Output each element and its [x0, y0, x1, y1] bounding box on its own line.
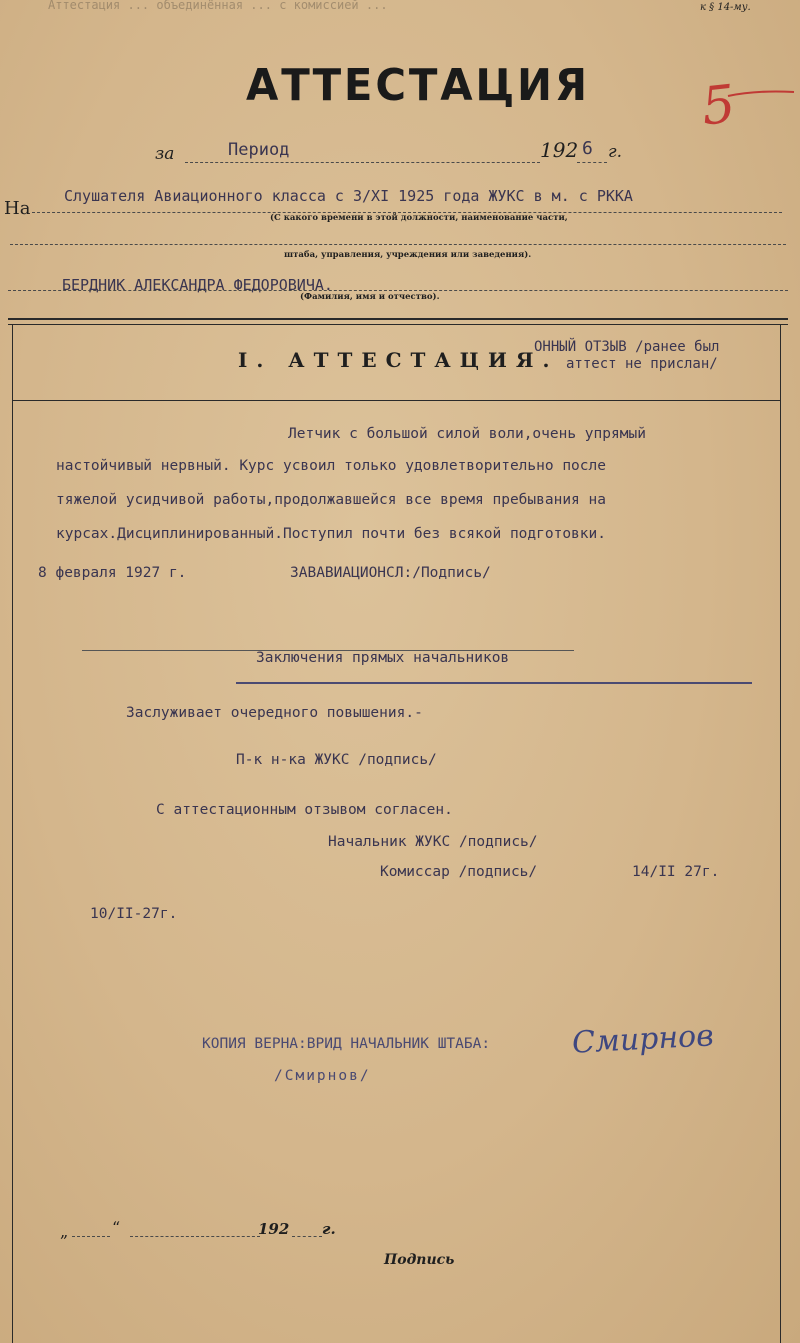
- margin-number: 5: [698, 74, 739, 138]
- review-line-3: тяжелой усидчивой работы,продолжавшейся все время пребывания на: [56, 492, 606, 508]
- period-underline: [185, 162, 540, 163]
- chief-signer: Начальник ЖУКС /подпись/: [328, 834, 538, 850]
- bottom-year-line: [292, 1236, 322, 1237]
- section-rule: [12, 400, 780, 401]
- bottom-caption: Подпись: [384, 1252, 455, 1268]
- section-title: I. АТТЕСТАЦИЯ.: [238, 348, 559, 372]
- review-signer: ЗАВАВИАЦИОНСЛ:/Подпись/: [290, 565, 491, 581]
- person-underline: [8, 290, 788, 291]
- period-prefix: за: [155, 144, 175, 164]
- margin-number-stroke: [726, 88, 796, 100]
- frame-right-rule: [780, 324, 781, 1343]
- period-value: Период: [228, 140, 290, 160]
- corner-note: к § 14-му.: [700, 2, 751, 13]
- conclusion-1: Заслуживает очередного повышения.-: [126, 705, 423, 721]
- conclusion-1-signer: П-к н-ка ЖУКС /подпись/: [236, 752, 437, 768]
- year-underline: [577, 162, 607, 163]
- bottom-year: 192: [258, 1220, 290, 1238]
- commissar-signer: Комиссар /подпись/: [380, 864, 538, 880]
- period-year-suffix: г.: [608, 142, 622, 162]
- signer-name: /Смирнов/: [274, 1068, 371, 1084]
- person-name: БЕРДНИК АЛЕКСАНДРА ФЕДОРОВИЧА.: [62, 276, 333, 294]
- left-date: 10/II-27г.: [90, 906, 178, 922]
- bottom-month-line: [130, 1236, 260, 1237]
- handwritten-signature: Смирнов: [571, 1018, 715, 1061]
- top-faded-line: Аттестация ... объединённая ... с комиссией ...: [48, 0, 388, 12]
- review-line-1: Летчик с большой силой воли,очень упрямый: [288, 426, 646, 442]
- unit-underline: [10, 244, 786, 245]
- bottom-year-suffix: г.: [322, 1220, 336, 1238]
- copy-line: КОПИЯ ВЕРНА:ВРИД НАЧАЛЬНИК ШТАБА:: [202, 1036, 491, 1052]
- page-title: АТТЕСТАЦИЯ: [246, 60, 590, 111]
- position-value: Слушателя Авиационного класса с 3/XI 1925 года ЖУКС в м. с РККА: [64, 187, 633, 205]
- person-caption: (Фамилия, имя и отчество).: [300, 292, 440, 302]
- review-line-2: настойчивый нервный. Курс усвоил только удовлетворительно после: [56, 458, 606, 474]
- side-note-1: ОННЫЙ ОТЗЫВ /ранее был: [534, 339, 720, 355]
- bottom-day-line: [72, 1236, 110, 1237]
- conclusions-rule-bottom: [236, 682, 752, 684]
- frame-top-rule-2: [8, 324, 788, 325]
- review-line-4: курсах.Дисциплинированный.Поступил почти без всякой подготовки.: [56, 526, 606, 542]
- conclusions-header: Заключения прямых начальников: [256, 650, 510, 666]
- bottom-quote-open: „: [60, 1222, 69, 1241]
- position-prefix: На: [4, 198, 31, 219]
- side-note-2: аттест не прислан/: [566, 356, 718, 372]
- agreement-text: С аттестационным отзывом согласен.: [156, 802, 453, 818]
- position-caption-2: штаба, управления, учреждения или заведения).: [284, 250, 532, 260]
- review-date: 8 февраля 1927 г.: [38, 565, 187, 581]
- period-year-prefix: 192: [540, 138, 579, 162]
- bottom-quote-close: “: [112, 1218, 121, 1237]
- frame-top-rule: [8, 318, 788, 320]
- commissar-date: 14/II 27г.: [632, 864, 720, 880]
- frame-left-rule: [12, 324, 13, 1343]
- position-caption-1: (С какого времени в этой должности, наименование части,: [270, 213, 568, 223]
- period-year-digit: 6: [582, 138, 593, 159]
